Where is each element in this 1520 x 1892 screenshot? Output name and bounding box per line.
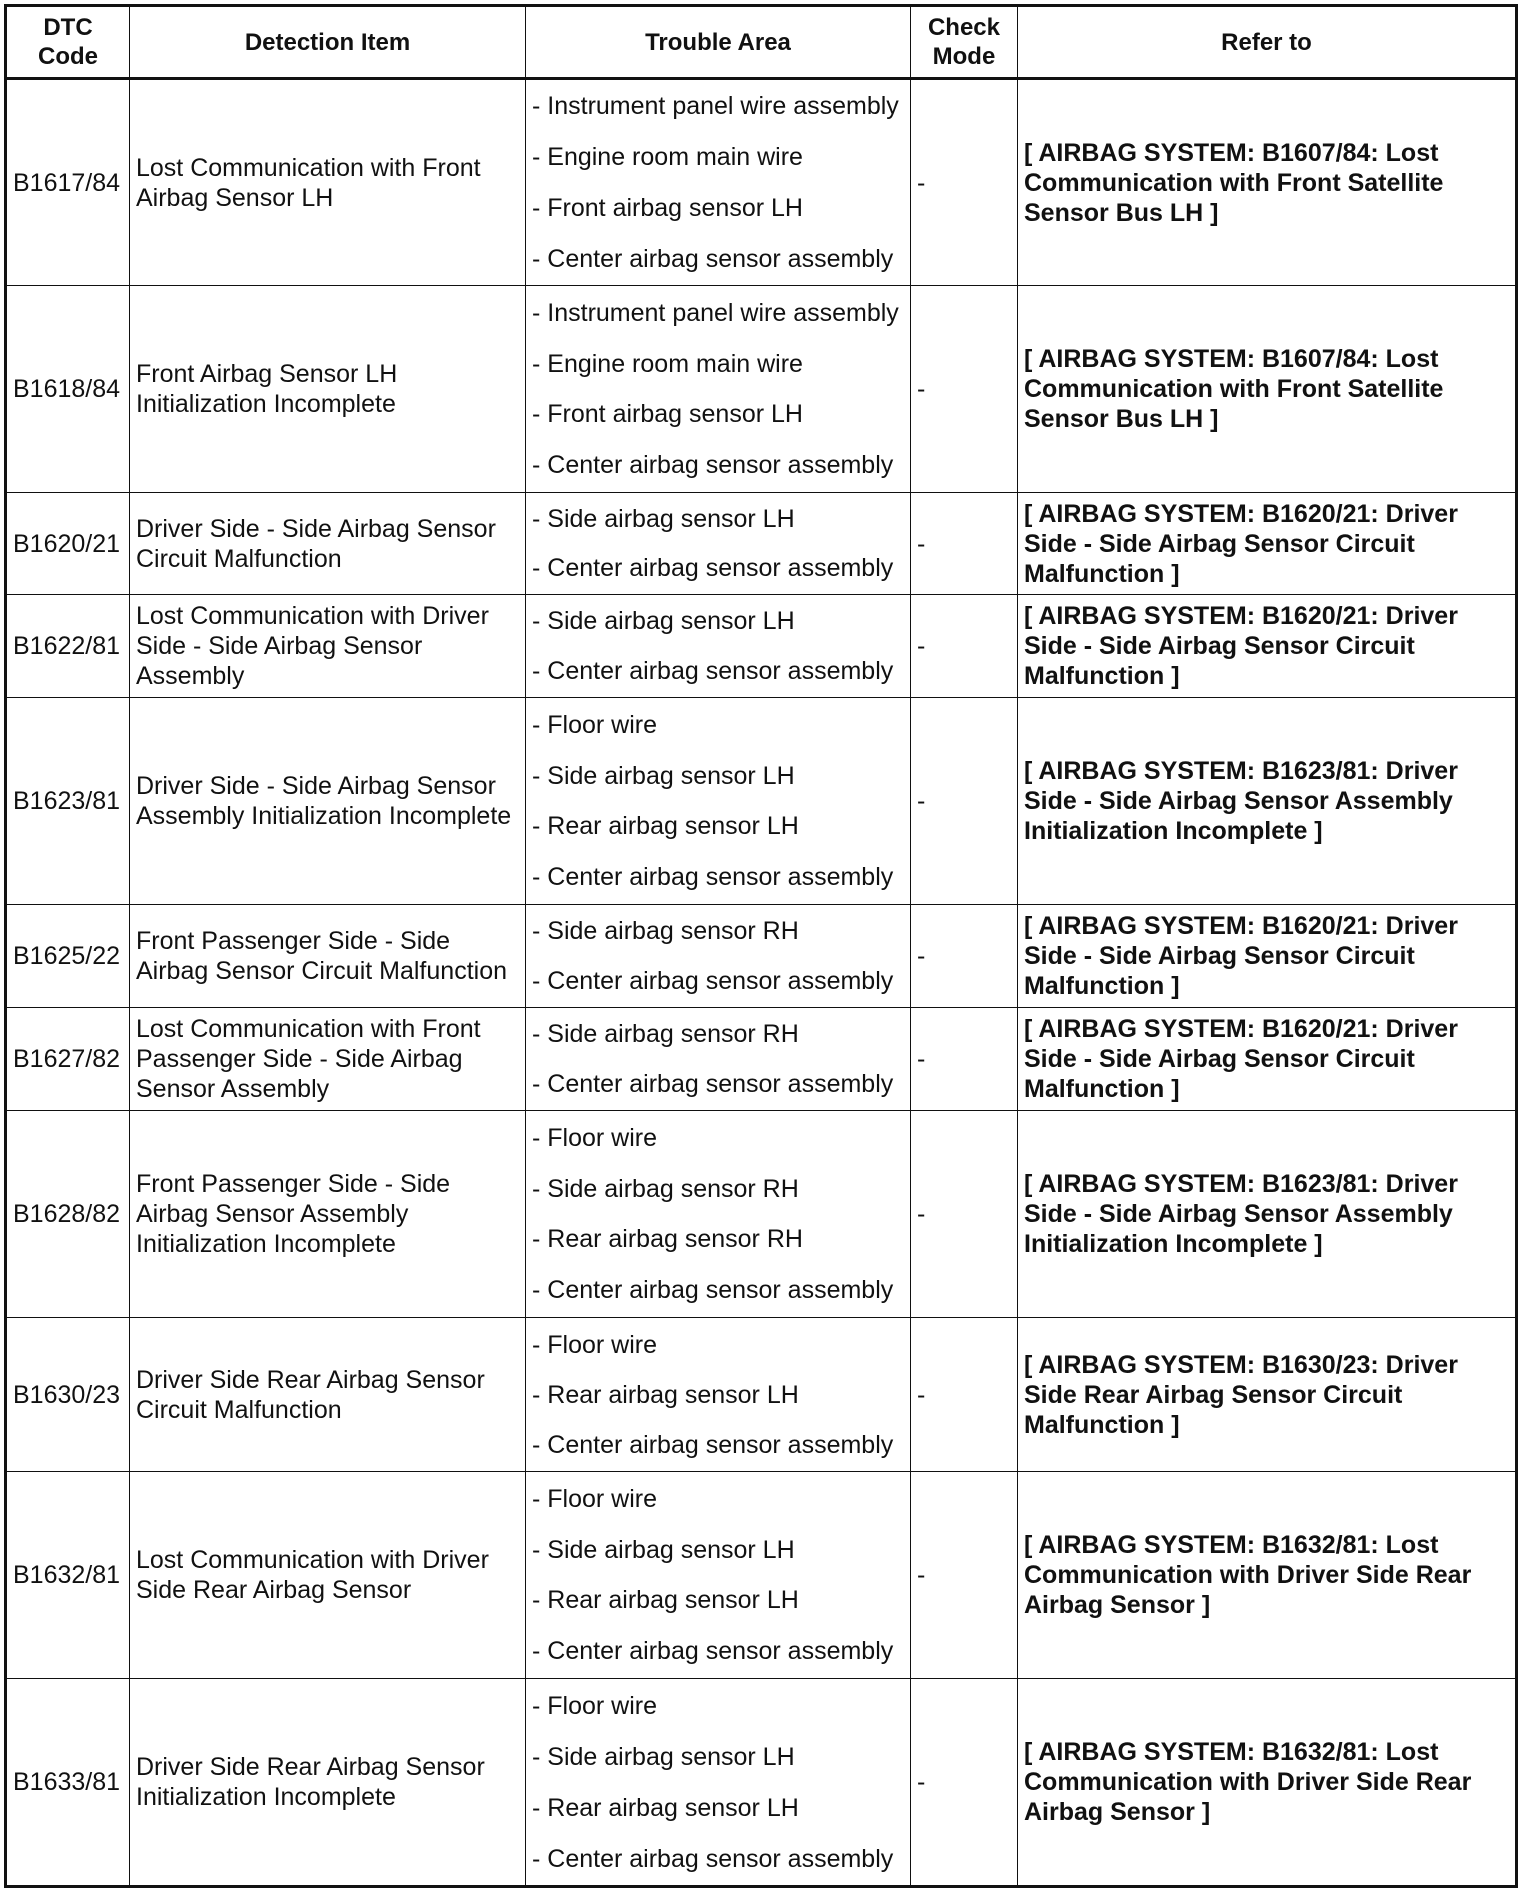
trouble-area-item: - Side airbag sensor LH (532, 1535, 795, 1564)
trouble-area-item: - Floor wire (532, 1691, 658, 1720)
table-row (6, 1111, 1517, 1318)
trouble-area-list (532, 495, 904, 593)
check-mode-cell: - (911, 493, 1018, 595)
trouble-area-item: - Side airbag sensor RH (532, 917, 799, 946)
check-mode-cell: - (911, 905, 1018, 1008)
trouble-area-list (532, 700, 904, 903)
trouble-area-item: - Front airbag sensor LH (532, 400, 803, 429)
check-mode-cell: - (911, 698, 1018, 905)
trouble-area-cell (526, 595, 911, 698)
dtc-code-cell: B1627/82 (6, 1008, 130, 1111)
trouble-area-list (532, 288, 904, 491)
dtc-code-cell: B1622/81 (6, 595, 130, 698)
check-mode-cell: - (911, 79, 1018, 286)
table-row (6, 1008, 1517, 1111)
dtc-code-cell: B1630/23 (6, 1318, 130, 1472)
dtc-code-cell: B1632/81 (6, 1472, 130, 1679)
dtc-code-cell: B1617/84 (6, 79, 130, 286)
trouble-area-item: - Side airbag sensor LH (532, 505, 795, 533)
detection-item-cell: Front Passenger Side - Side Airbag Sensor Assembly Initialization Incomplete (130, 1111, 526, 1318)
detection-item-cell: Lost Communication with Front Passenger Side - Side Airbag Sensor Assembly (130, 1008, 526, 1111)
trouble-area-cell (526, 79, 911, 286)
trouble-area-cell (526, 286, 911, 493)
trouble-area-item: - Rear airbag sensor LH (532, 1380, 799, 1409)
table-row (6, 1472, 1517, 1679)
trouble-area-cell (526, 1111, 911, 1318)
trouble-area-item: - Center airbag sensor assembly (532, 966, 894, 995)
detection-item-cell: Driver Side - Side Airbag Sensor Circuit Malfunction (130, 493, 526, 595)
refer-to-cell: [ AIRBAG SYSTEM: B1632/81: Lost Communication with Driver Side Rear Airbag Sensor ] (1018, 1679, 1517, 1887)
table-row (6, 698, 1517, 905)
detection-item-cell: Lost Communication with Driver Side - Side Airbag Sensor Assembly (130, 595, 526, 698)
trouble-area-item: - Side airbag sensor LH (532, 1742, 795, 1771)
check-mode-cell: - (911, 1318, 1018, 1472)
trouble-area-list (532, 1320, 904, 1470)
trouble-area-list (532, 81, 904, 284)
table-body (6, 79, 1517, 1887)
check-mode-cell: - (911, 1472, 1018, 1679)
detection-item-cell: Driver Side Rear Airbag Sensor Circuit Malfunction (130, 1318, 526, 1472)
trouble-area-list (532, 1680, 904, 1884)
refer-to-cell: [ AIRBAG SYSTEM: B1632/81: Lost Communication with Driver Side Rear Airbag Sensor ] (1018, 1472, 1517, 1679)
trouble-area-item: - Center airbag sensor assembly (532, 554, 894, 582)
table-row (6, 493, 1517, 595)
dtc-code-cell: B1633/81 (6, 1679, 130, 1887)
refer-to-cell: [ AIRBAG SYSTEM: B1620/21: Driver Side - Side Airbag Sensor Circuit Malfunction ] (1018, 493, 1517, 595)
refer-to-cell: [ AIRBAG SYSTEM: B1623/81: Driver Side - Side Airbag Sensor Assembly Initialization Incomplete ] (1018, 698, 1517, 905)
trouble-area-item: - Side airbag sensor LH (532, 607, 795, 636)
trouble-area-item: - Side airbag sensor LH (532, 761, 795, 790)
trouble-area-cell (526, 698, 911, 905)
header-row (6, 6, 1517, 79)
trouble-area-cell (526, 1318, 911, 1472)
trouble-area-cell (526, 1472, 911, 1679)
trouble-area-cell (526, 493, 911, 595)
table-row (6, 286, 1517, 493)
trouble-area-item: - Engine room main wire (532, 143, 803, 172)
dtc-code-cell: B1623/81 (6, 698, 130, 905)
trouble-area-list (532, 1113, 904, 1316)
check-mode-cell: - (911, 286, 1018, 493)
detection-item-cell: Front Passenger Side - Side Airbag Sensor Circuit Malfunction (130, 905, 526, 1008)
check-mode-cell: - (911, 1679, 1018, 1887)
trouble-area-item: - Center airbag sensor assembly (532, 863, 894, 892)
trouble-area-cell (526, 1679, 911, 1887)
trouble-area-cell (526, 1008, 911, 1111)
dtc-code-cell: B1625/22 (6, 905, 130, 1008)
trouble-area-cell (526, 905, 911, 1008)
trouble-area-item: - Center airbag sensor assembly (532, 451, 894, 480)
dtc-code-cell: B1628/82 (6, 1111, 130, 1318)
trouble-area-item: - Rear airbag sensor RH (532, 1225, 803, 1254)
refer-to-cell: [ AIRBAG SYSTEM: B1620/21: Driver Side - Side Airbag Sensor Circuit Malfunction ] (1018, 595, 1517, 698)
dtc-table (4, 4, 1518, 1888)
trouble-area-item: - Floor wire (532, 1484, 658, 1513)
trouble-area-item: - Instrument panel wire assembly (532, 298, 899, 327)
refer-to-cell: [ AIRBAG SYSTEM: B1620/21: Driver Side - Side Airbag Sensor Circuit Malfunction ] (1018, 1008, 1517, 1111)
trouble-area-item: - Side airbag sensor RH (532, 1020, 799, 1049)
trouble-area-item: - Center airbag sensor assembly (532, 1637, 894, 1666)
detection-item-cell: Lost Communication with Front Airbag Sensor LH (130, 79, 526, 286)
trouble-area-item: - Floor wire (532, 1123, 658, 1152)
trouble-area-list (532, 1010, 904, 1109)
header-check-mode: Check Mode (911, 6, 1018, 79)
refer-to-cell: [ AIRBAG SYSTEM: B1630/23: Driver Side Rear Airbag Sensor Circuit Malfunction ] (1018, 1318, 1517, 1472)
refer-to-cell: [ AIRBAG SYSTEM: B1607/84: Lost Communication with Front Satellite Sensor Bus LH ] (1018, 79, 1517, 286)
header-trouble-area: Trouble Area (526, 6, 911, 79)
header-detection-item: Detection Item (130, 6, 526, 79)
detection-item-cell: Driver Side - Side Airbag Sensor Assembly Initialization Incomplete (130, 698, 526, 905)
trouble-area-list (532, 597, 904, 696)
trouble-area-list (532, 1474, 904, 1677)
check-mode-cell: - (911, 1111, 1018, 1318)
trouble-area-item: - Front airbag sensor LH (532, 193, 803, 222)
refer-to-cell: [ AIRBAG SYSTEM: B1623/81: Driver Side - Side Airbag Sensor Assembly Initialization Incomplete ] (1018, 1111, 1517, 1318)
trouble-area-item: - Center airbag sensor assembly (532, 1844, 894, 1873)
check-mode-cell: - (911, 1008, 1018, 1111)
table-row (6, 905, 1517, 1008)
table-row (6, 79, 1517, 286)
table-row (6, 1318, 1517, 1472)
trouble-area-item: - Center airbag sensor assembly (532, 244, 894, 273)
table-row (6, 1679, 1517, 1887)
dtc-code-cell: B1618/84 (6, 286, 130, 493)
trouble-area-item: - Center airbag sensor assembly (532, 656, 894, 685)
check-mode-cell: - (911, 595, 1018, 698)
refer-to-cell: [ AIRBAG SYSTEM: B1607/84: Lost Communication with Front Satellite Sensor Bus LH ] (1018, 286, 1517, 493)
dtc-code-cell: B1620/21 (6, 493, 130, 595)
detection-item-cell: Front Airbag Sensor LH Initialization Incomplete (130, 286, 526, 493)
trouble-area-item: - Center airbag sensor assembly (532, 1276, 894, 1305)
trouble-area-item: - Floor wire (532, 710, 658, 739)
table-row (6, 595, 1517, 698)
trouble-area-item: - Rear airbag sensor LH (532, 1586, 799, 1615)
trouble-area-item: - Rear airbag sensor LH (532, 1793, 799, 1822)
header-refer-to: Refer to (1018, 6, 1517, 79)
trouble-area-item: - Center airbag sensor assembly (532, 1430, 894, 1459)
trouble-area-item: - Floor wire (532, 1330, 658, 1359)
trouble-area-item: - Instrument panel wire assembly (532, 92, 899, 121)
trouble-area-item: - Engine room main wire (532, 349, 803, 378)
trouble-area-item: - Side airbag sensor RH (532, 1174, 799, 1203)
detection-item-cell: Driver Side Rear Airbag Sensor Initialization Incomplete (130, 1679, 526, 1887)
trouble-area-list (532, 907, 904, 1006)
trouble-area-item: - Rear airbag sensor LH (532, 812, 799, 841)
header-dtc-code: DTC Code (6, 6, 130, 79)
detection-item-cell: Lost Communication with Driver Side Rear Airbag Sensor (130, 1472, 526, 1679)
table-header (6, 6, 1517, 79)
refer-to-cell: [ AIRBAG SYSTEM: B1620/21: Driver Side - Side Airbag Sensor Circuit Malfunction ] (1018, 905, 1517, 1008)
trouble-area-item: - Center airbag sensor assembly (532, 1069, 894, 1098)
